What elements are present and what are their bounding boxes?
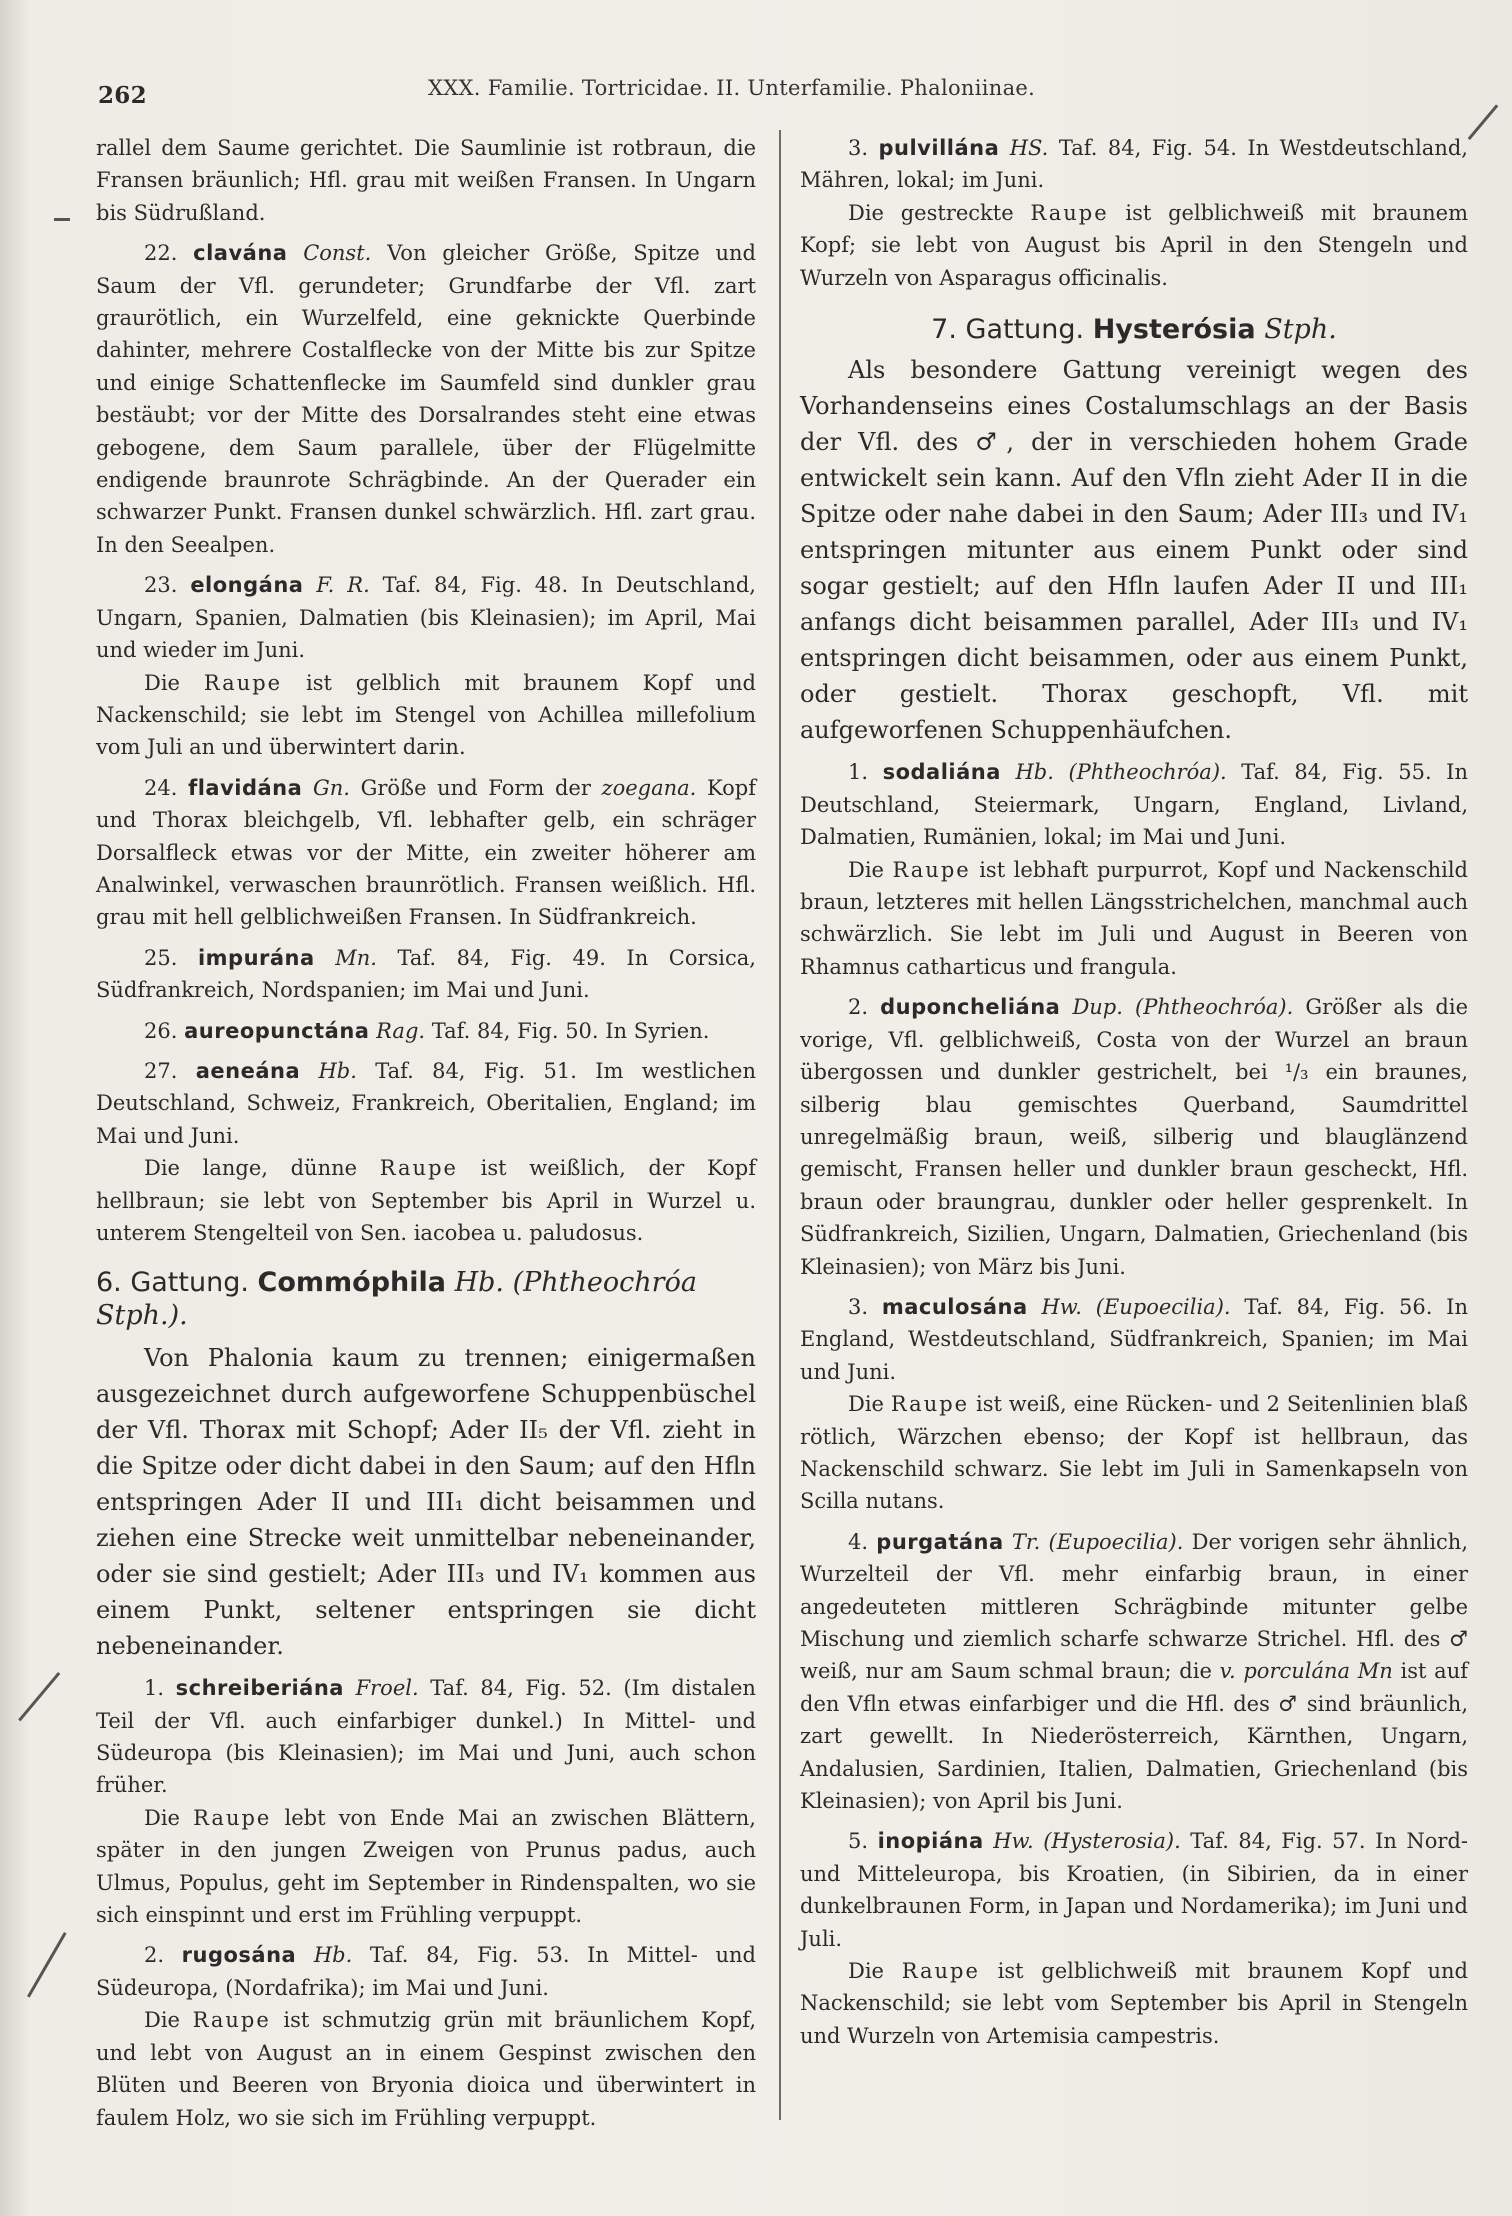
genus-heading-6: 6. Gattung. Commóphila Hb. (Phtheochróa Stph.). bbox=[96, 1267, 697, 1331]
larva-description-27: Die lange, dünne Raupe ist weißlich, der Kopf hellbraun; sie lebt von September bis April in Wurzel u. unterem Stengelteil von Sen. iacobea u. paludosus. bbox=[96, 1156, 756, 1245]
species-author: Hb. bbox=[1015, 760, 1054, 785]
species-entry-c1: 1. schreiberiána Froel. Taf. 84, Fig. 52. (Im distalen Teil der Vfl. auch einfarbiger dunkel.) In Mittel- und Südeuropa (bis Kleinasien); im Mai und Juni, auch schon früher. bbox=[96, 1676, 756, 1798]
genus-description-7: Als besondere Gattung vereinigt wegen des Vorhandenseins eines Costalumschlags an der Basis der Vfl. des ♂, der in verschieden hohem Grade entwickelt sein kann. Auf den Vfln zieht Ader II in die Spitze oder nahe dabei in den Saum; Ader III₃ und IV₁ entspringen mitunter aus einem Punkt oder sind sogar gestielt; auf den Hfln laufen Ader II und III₁ anfangs dicht beisammen parallel, Ader III₃ und IV₁ entspringen dicht beisammen, oder aus einem Punkt, oder gestielt. Thorax geschopft, Vfl. mit aufgeworfenen Schuppenhäufchen. bbox=[800, 356, 1468, 745]
species-author: Rag. bbox=[376, 1018, 426, 1043]
genus-description-6: Von Phalonia kaum zu trennen; einigermaßen ausgezeichnet durch aufgeworfene Schuppenbüschel der Vfl. Thorax mit Schopf; Ader II₅ der Vfl. zieht in die Spitze oder dicht dabei in den Saum; auf den Hfln entspringen Ader II und III₁ dicht beisammen und ziehen eine Strecke weit unmittelbar nebeneinander, oder sie sind gestielt; Ader III₃ und IV₁ kommen aus einem Punkt, seltener entspringen sie dicht nebeneinander. bbox=[96, 1344, 756, 1661]
species-author: Hb. bbox=[318, 1058, 357, 1083]
larva-description-23: Die Raupe ist gelblich mit braunem Kopf und Nackenschild; sie lebt im Stengel von Achillea millefolium vom Juli an und überwintert darin. bbox=[96, 670, 756, 760]
species-name: clavána bbox=[193, 241, 288, 266]
species-name: schreiberiána bbox=[175, 1676, 344, 1701]
larva-description-c1: Die Raupe lebt von Ende Mai an zwischen Blättern, später in den jungen Zweigen von Prunus padus, auch Ulmus, Populus, geht im September in Rindenspalten, wo sie sich einspinnt und erst im Frühling verpuppt. bbox=[96, 1805, 756, 1928]
species-entry-h2: 2. duponcheliána Dup. (Phtheochróa). Größer als die vorige, Vfl. gelblichweiß, Costa von der Wurzel an braun übergossen und dunkler gestrichelt, bei ¹/₃ ein braunes, silberig blau gemischtes Querband, Saumdrittel unregelmäßig braun, weiß, silberig und blauglänzend gemischt, Fransen heller und dunkler braun gescheckt, Hfl. braun oder braungrau, dunkler oder heller gesprenkelt. In Südfrankreich, Sizilien, Ungarn, Dalmatien, Griechenland (bis Kleinasien); von März bis Juni. bbox=[800, 995, 1469, 1279]
larva-description-c3: Die gestreckte Raupe ist gelblichweiß mit braunem Kopf; sie lebt von August bis April in den Stengeln und Wurzeln von Asparagus officinalis. bbox=[800, 200, 1468, 290]
genus-author: Hb. (Phtheochróa Stph.). bbox=[96, 1267, 697, 1331]
genus-name: Hysterósia bbox=[1092, 314, 1256, 346]
species-name: purgatána bbox=[876, 1529, 1004, 1554]
species-entry-h4: 4. purgatána Tr. (Eupoecilia). Der vorigen sehr ähnlich, Wurzelteil der Vfl. mehr einfarbig braun, in einer angedeuteten mittleren Schrägbinde mitunter gelbe Mischung und ziemlich scharfe schwarze Strichel. Hfl. des ♂ weiß, nur am Saum schmal braun; die v. porculána Mn ist auf den Vfln etwas einfarbiger und die Hfl. des ♂ sind bräunlich, zart gewellt. In Niederösterreich, Kärnthen, Ungarn, Andalusien, Sardinien, Italien, Dalmatien, Griechenland (bis Kleinasien); von April bis Juni. bbox=[800, 1529, 1468, 1814]
species-name: flavidána bbox=[188, 775, 303, 800]
species-name: impurána bbox=[197, 945, 315, 970]
species-entry-22: 22. clavána Const. Von gleicher Größe, Spitze und Saum der Vfl. gerundeter; Grundfarbe der Vfl. zart graurötlich, ein Wurzelfeld, eine geknickte Querbinde dahinter, mehrere Costalflecke von der Mitte bis zur Spitze und einige Schattenflecke im Saumfeld sind dunkler grau bestäubt; vor der Mitte des Dorsalrandes steht eine etwas gebogene, dem Saum parallele, über der Flügelmitte endigende braunrote Schrägbinde. An der Querader ein schwarzer Punkt. Fransen dunkel schwärzlich. Hfl. zart grau. In den Seealpen. bbox=[96, 241, 756, 557]
species-entry-23: 23. elongána F. R. Taf. 84, Fig. 48. In Deutschland, Ungarn, Spanien, Dalmatien (bis Kleinasien); im April, Mai und wieder im Juni. bbox=[96, 573, 756, 663]
species-author: Dup. bbox=[1072, 995, 1123, 1020]
running-title: XXX. Familie. Tortricidae. II. Unterfamilie. Phaloniinae. bbox=[428, 76, 1036, 100]
species-author: Mn. bbox=[335, 945, 377, 970]
continued-paragraph: rallel dem Saume gerichtet. Die Saumlinie ist rotbraun, die Fransen bräunlich; Hfl. grau mit weißen Fransen. In Ungarn bis Südrußland. bbox=[96, 136, 756, 225]
species-name: duponcheliána bbox=[880, 995, 1061, 1020]
page-header bbox=[98, 72, 1452, 112]
pencil-mark bbox=[27, 1932, 67, 1998]
species-name: pulvillána bbox=[878, 136, 1000, 160]
right-column bbox=[800, 132, 1468, 2052]
species-entry-26: 26. aureopunctána Rag. Taf. 84, Fig. 50. In Syrien. bbox=[144, 1018, 710, 1043]
species-entry-24: 24. flavidána Gn. Größe und Form der zoegana. Kopf und Thorax bleichgelb, Vfl. lebhafter gelb, ein schräger Dorsalfleck etwas vor der Mitte, ein zweiter höherer am Analwinkel, verwaschen braunrötlich. Fransen weißlich. Hfl. grau mit hell gelblichweißen Fransen. In Südfrankreich. bbox=[96, 775, 756, 930]
species-entry-h3: 3. maculosána Hw. (Eupoecilia). Taf. 84, Fig. 56. In England, Westdeutschland, Südfrankreich, Spanien; im Mai und Juni. bbox=[800, 1294, 1468, 1384]
pencil-mark bbox=[1468, 104, 1499, 140]
genus-name: Commóphila bbox=[257, 1267, 446, 1299]
species-author: HS. bbox=[1009, 136, 1049, 160]
species-name: aeneána bbox=[195, 1058, 301, 1083]
species-entry-c2: 2. rugosána Hb. Taf. 84, Fig. 53. In Mittel- und Südeuropa, (Nordafrika); im Mai und Juni. bbox=[96, 1943, 756, 2000]
species-entry-c3: 3. pulvillána HS. Taf. 84, Fig. 54. In Westdeutschland, Mähren, lokal; im Juni. bbox=[800, 136, 1468, 193]
pencil-mark bbox=[18, 1672, 60, 1721]
genus-author: Stph. bbox=[1264, 314, 1337, 346]
species-author: Gn. bbox=[312, 775, 350, 800]
species-author: Hw. bbox=[1041, 1294, 1082, 1319]
species-author: Hb. bbox=[313, 1943, 353, 1968]
species-name: inopiána bbox=[877, 1829, 984, 1854]
species-name: elongána bbox=[190, 573, 304, 598]
left-column bbox=[96, 132, 756, 2134]
species-name: sodaliána bbox=[882, 760, 1001, 785]
species-author: Const. bbox=[303, 241, 372, 266]
larva-description-h5: Die Raupe ist gelblichweiß mit braunem Kopf und Nackenschild; sie lebt vom September bis April in Stengeln und Wurzeln von Artemisia campestris. bbox=[800, 1959, 1468, 2048]
species-name: maculosána bbox=[881, 1294, 1028, 1319]
species-author: Froel. bbox=[355, 1676, 419, 1701]
species-name: aureopunctána bbox=[184, 1018, 370, 1043]
genus-heading-7: 7. Gattung. Hysterósia Stph. bbox=[931, 314, 1337, 346]
pencil-mark bbox=[54, 218, 70, 221]
column-divider bbox=[779, 130, 781, 2120]
species-entry-25: 25. impurána Mn. Taf. 84, Fig. 49. In Corsica, Südfrankreich, Nordspanien; im Mai und Juni. bbox=[96, 945, 756, 1003]
species-author: Tr. bbox=[1011, 1529, 1041, 1554]
page-number: 262 bbox=[98, 82, 147, 109]
species-name: rugosána bbox=[181, 1943, 297, 1968]
species-entry-27: 27. aeneána Hb. Taf. 84, Fig. 51. Im westlichen Deutschland, Schweiz, Frankreich, Oberitalien, England; im Mai und Juni. bbox=[96, 1058, 756, 1148]
species-author: F. R. bbox=[316, 573, 370, 598]
species-entry-h5: 5. inopiána Hw. (Hysterosia). Taf. 84, Fig. 57. In Nord- und Mitteleuropa, bis Kroatien, (in Sibirien, da in einer dunkelbraunen Form, in Japan und Nordamerika); im Juni und Juli. bbox=[800, 1829, 1469, 1951]
species-entry-h1: 1. sodaliána Hb. (Phtheochróa). Taf. 84, Fig. 55. In Deutschland, Steiermark, Ungarn, England, Livland, Dalmatien, Rumänien, lokal; im Mai und Juni. bbox=[800, 760, 1468, 850]
species-author: Hw. bbox=[993, 1829, 1034, 1854]
larva-description-h1: Die Raupe ist lebhaft purpurrot, Kopf und Nackenschild braun, letzteres mit hellen Längsstrichelchen, manchmal auch schwärzlich. Sie lebt im Juli und August in Beeren von Rhamnus catharticus und frangula. bbox=[800, 857, 1468, 979]
larva-description-h3: Die Raupe ist weiß, eine Rücken- und 2 Seitenlinien blaß rötlich, Wärzchen ebenso; der Kopf ist hellbraun, das Nackenschild schwarz. Sie lebt im Juli in Samenkapseln von Scilla nutans. bbox=[800, 1392, 1468, 1514]
larva-description-c2: Die Raupe ist schmutzig grün mit bräunlichem Kopf, und lebt von August an in einem Gespinst zwischen den Blüten und Beeren von Bryonia dioica und überwintert in faulem Holz, wo sie sich im Frühling verpuppt. bbox=[96, 2008, 757, 2130]
